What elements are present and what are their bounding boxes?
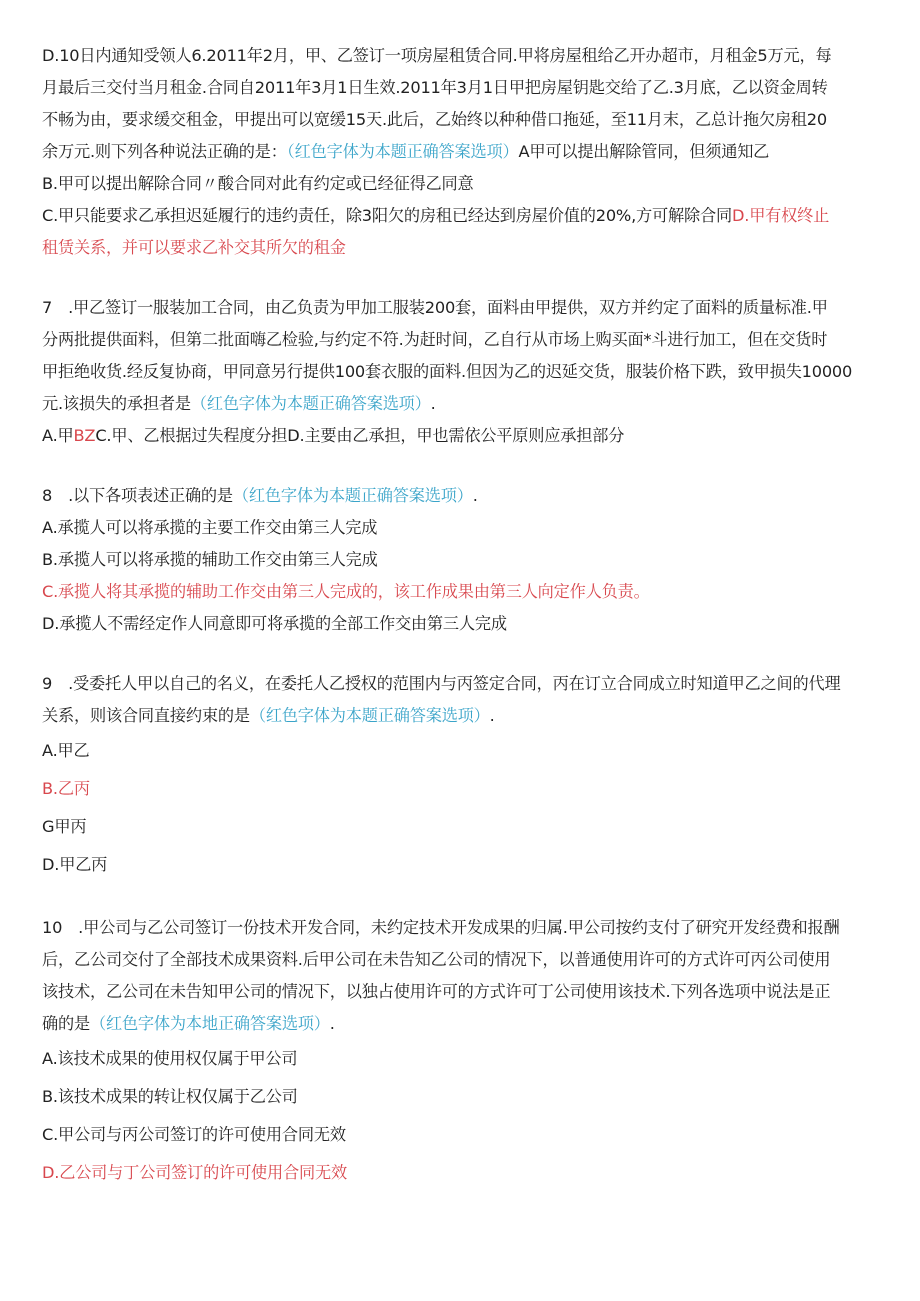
q7-answer-note: （红色字体为本题正确答案选项） — [190, 394, 431, 413]
q6-option-b: B.甲可以提出解除合同〃酸合同对此有约定或已经征得乙同意 — [42, 174, 474, 193]
q6-line-1: D.10日内通知受领人6.2011年2月，甲、乙签订一项房屋租赁合同.甲将房屋租给乙开办超市，月租金5万元，每 — [42, 46, 832, 65]
q7-option-a: A.甲 — [42, 426, 74, 445]
q10-option-d-answer: D.乙公司与丁公司签订的许可使用合同无效 — [42, 1163, 347, 1182]
q10-line-4 — [42, 1008, 882, 1040]
q8-stem — [42, 480, 882, 512]
q7-line-2: 分两批提供面料，但第二批面嗨乙检验,与约定不符.为赶时间，乙自行从市场上购买面*斗进行加工，但在交货时 — [42, 330, 828, 349]
q6-line-3: 不畅为由，要求缓交租金，甲提出可以宽缓15天.此后，乙始终以种种借口拖延，至11月末，乙总计拖欠房租20 — [42, 110, 827, 129]
q6-stem-end: 余万元.则下列各种说法正确的是： — [42, 142, 287, 161]
q9-option-a: A.甲乙 — [42, 741, 90, 760]
q8-option-b: B.承揽人可以将承揽的辅助工作交由第三人完成 — [42, 550, 378, 569]
q7-line-4 — [42, 388, 882, 420]
q10-option-b: B.该技术成果的转让权仅属于乙公司 — [42, 1087, 298, 1106]
q7-option-b-answer: BZ — [73, 426, 96, 445]
q9-stem-period: . — [489, 706, 495, 725]
q8-answer-note: （红色字体为本题正确答案选项） — [232, 486, 473, 505]
question-10 — [42, 912, 882, 1192]
q7-stem-period: . — [430, 394, 436, 413]
q8-option-d: D.承揽人不需经定作人同意即可将承揽的全部工作交由第三人完成 — [42, 614, 507, 633]
q8-option-c-answer: C.承揽人将其承揽的辅助工作交由第三人完成的，该工作成果由第三人向定作人负责。 — [42, 582, 650, 601]
q7-line-1: 7 .甲乙签订一服装加工合同，由乙负责为甲加工服装200套，面料由甲提供，双方并约定了面料的质量标准.甲 — [42, 298, 828, 317]
document-page — [42, 40, 882, 1192]
q8-option-a: A.承揽人可以将承揽的主要工作交由第三人完成 — [42, 518, 378, 537]
q10-answer-note: （红色字体为本地正确答案选项） — [89, 1014, 330, 1033]
q10-line-3: 该技术，乙公司在未告知甲公司的情况下，以独占使用许可的方式许可丁公司使用该技术.下列各选项中说法是正 — [42, 982, 831, 1001]
q9-stem-end: 关系，则该合同直接约束的是 — [42, 706, 250, 725]
question-6 — [42, 40, 882, 264]
question-8 — [42, 480, 882, 640]
q6-answer-note: （红色字体为本题正确答案选项） — [286, 142, 519, 161]
q6-line-2: 月最后三交付当月租金.合同自2011年3月1日生效.2011年3月1日甲把房屋钥匙交给了乙.3月底，乙以资金周转 — [42, 78, 828, 97]
q8-stem-text: 8 .以下各项表述正确的是 — [42, 486, 233, 505]
q9-option-d: D.甲乙丙 — [42, 855, 108, 874]
q9-answer-note: （红色字体为本题正确答案选项） — [249, 706, 490, 725]
q10-stem-period: . — [329, 1014, 335, 1033]
question-9 — [42, 668, 882, 884]
question-7 — [42, 292, 882, 452]
q6-option-d-answer-cont: 租赁关系，并可以要求乙补交其所欠的租金 — [42, 238, 346, 257]
q10-stem-end: 确的是 — [42, 1014, 90, 1033]
q9-line-1: 9 .受委托人甲以自己的名义，在委托人乙授权的范围内与丙签定合同，丙在订立合同成立时知道甲乙之间的代理 — [42, 674, 841, 693]
q8-stem-period: . — [472, 486, 478, 505]
q7-options — [42, 420, 882, 452]
q6-option-a: A甲可以提出解除管同，但须通知乙 — [518, 142, 770, 161]
q7-stem-end: 元.该损失的承担者是 — [42, 394, 191, 413]
q6-option-c: C.甲只能要求乙承担迟延履行的违约责任，除3阳欠的房租已经达到房屋价值的20%,方可解除合同 — [42, 206, 732, 225]
q7-option-c-d: C.甲、乙根据过失程度分担D.主要由乙承担，甲也需依公平原则应承担部分 — [95, 426, 625, 445]
q10-line-2: 后，乙公司交付了全部技术成果资料.后甲公司在未告知乙公司的情况下，以普通使用许可的方式许可丙公司使用 — [42, 950, 831, 969]
q10-option-a: A.该技术成果的使用权仅属于甲公司 — [42, 1049, 298, 1068]
q6-option-d-answer: D.甲有权终止 — [731, 206, 830, 225]
q7-line-3: 甲拒绝收货.经反复协商，甲同意另行提供100套衣服的面料.但因为乙的迟延交货，服装价格下跌，致甲损失10000 — [42, 362, 853, 381]
q9-option-c: G甲丙 — [42, 817, 87, 836]
q10-line-1: 10 .甲公司与乙公司签订一份技术开发合同，未约定技术开发成果的归属.甲公司按约支付了研究开发经费和报酬 — [42, 918, 840, 937]
q10-option-c: C.甲公司与丙公司签订的许可使用合同无效 — [42, 1125, 346, 1144]
q9-line-2 — [42, 700, 882, 732]
q6-option-c-line — [42, 200, 882, 232]
q9-option-b-answer: B.乙丙 — [42, 779, 90, 798]
q6-line-4 — [42, 136, 882, 168]
